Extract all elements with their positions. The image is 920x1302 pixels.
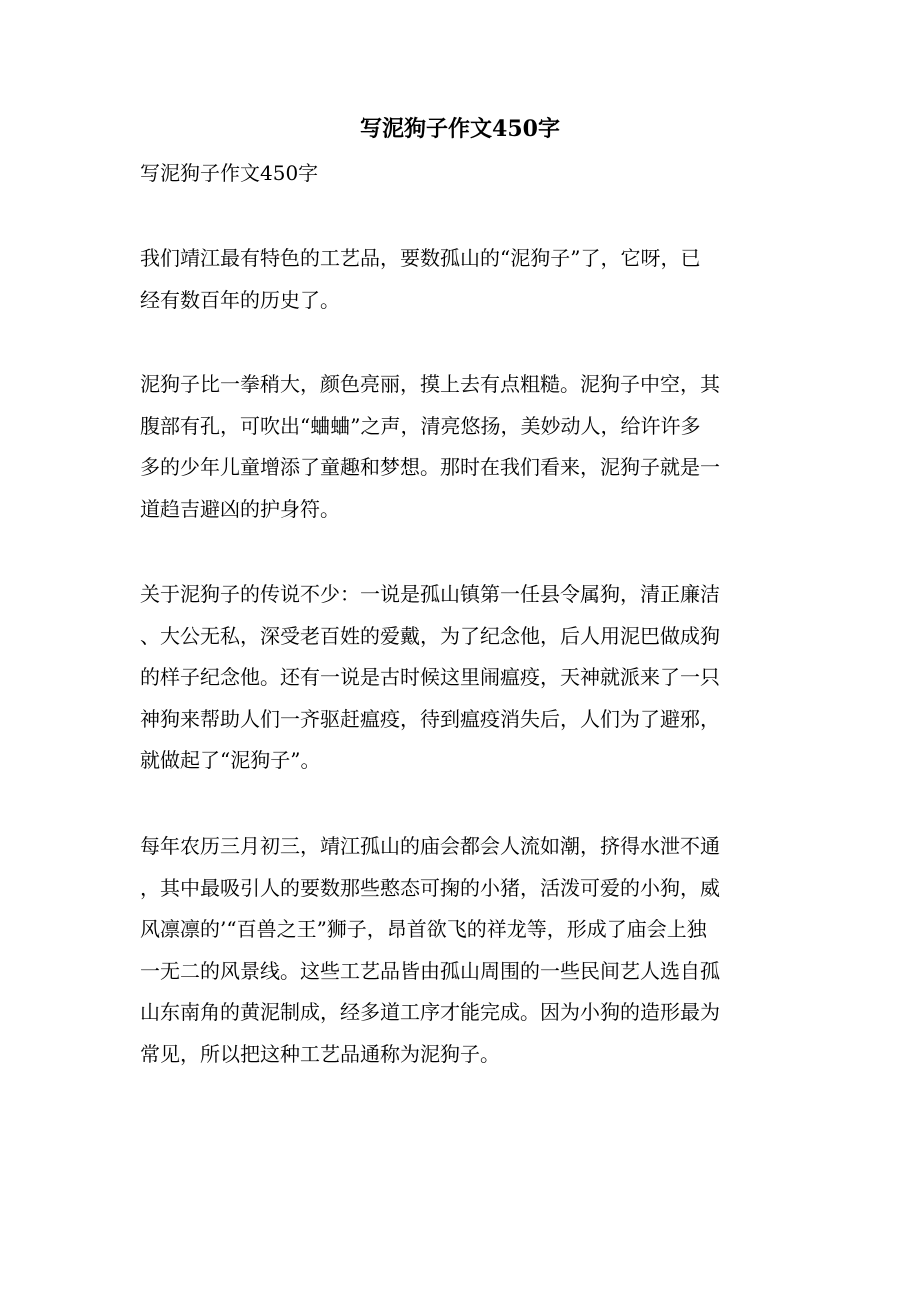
document-title: 写泥狗子作文450字 [360,116,560,142]
paragraph-line: 道趋吉避凶的护身符。 [140,496,340,521]
paragraph-2 [140,364,785,530]
paragraph-3 [140,574,785,782]
paragraph-line: 常见，所以把这种工艺品通称为泥狗子。 [140,1041,500,1066]
document-subtitle: 写泥狗子作文450字 [140,161,319,185]
paragraph-line: 关于泥狗子的传说不少：一说是孤山镇第一任县令属狗，清正廉洁 [140,582,720,606]
paragraph-line: 的样子纪念他。还有一说是古时候这里闹瘟疫，天神就派来了一只 [140,665,720,689]
paragraph-line: 就做起了“泥狗子”。 [140,748,321,772]
paragraph-line: 腹部有孔，可吹出“蛐蛐”之声，清亮悠扬，美妙动人，给许许多 [140,413,701,438]
paragraph-line: 每年农历三月初三，靖江孤山的庙会都会人流如潮，挤得水泄不通 [140,834,720,858]
paragraph-4 [140,826,785,1075]
paragraph-line: ，其中最吸引人的要数那些憨态可掬的小猪，活泼可爱的小狗，威 [140,875,720,900]
paragraph-line: 风凛凛的’“百兽之王”狮子，昂首欲飞的祥龙等，形成了庙会上独 [140,917,707,941]
paragraph-line: 经有数百年的历史了。 [140,287,340,312]
paragraph-line: 一无二的风景线。这些工艺品皆由孤山周围的一些民间艺人选自孤 [140,958,720,983]
paragraph-line: 神狗来帮助人们一齐驱赶瘟疫，待到瘟疫消失后，人们为了避邪， [140,706,720,731]
paragraph-1 [140,238,785,321]
paragraph-line: 、大公无私，深受老百姓的爱戴，为了纪念他，后人用泥巴做成狗 [140,623,720,648]
paragraph-line: 我们靖江最有特色的工艺品，要数孤山的“泥狗子”了，它呀，已 [140,246,701,270]
paragraph-line: 多的少年儿童增添了童趣和梦想。那时在我们看来，泥狗子就是一 [140,455,720,479]
paragraph-line: 泥狗子比一拳稍大，颜色亮丽，摸上去有点粗糙。泥狗子中空，其 [140,372,720,396]
paragraph-line: 山东南角的黄泥制成，经多道工序才能完成。因为小狗的造形最为 [140,1000,720,1024]
